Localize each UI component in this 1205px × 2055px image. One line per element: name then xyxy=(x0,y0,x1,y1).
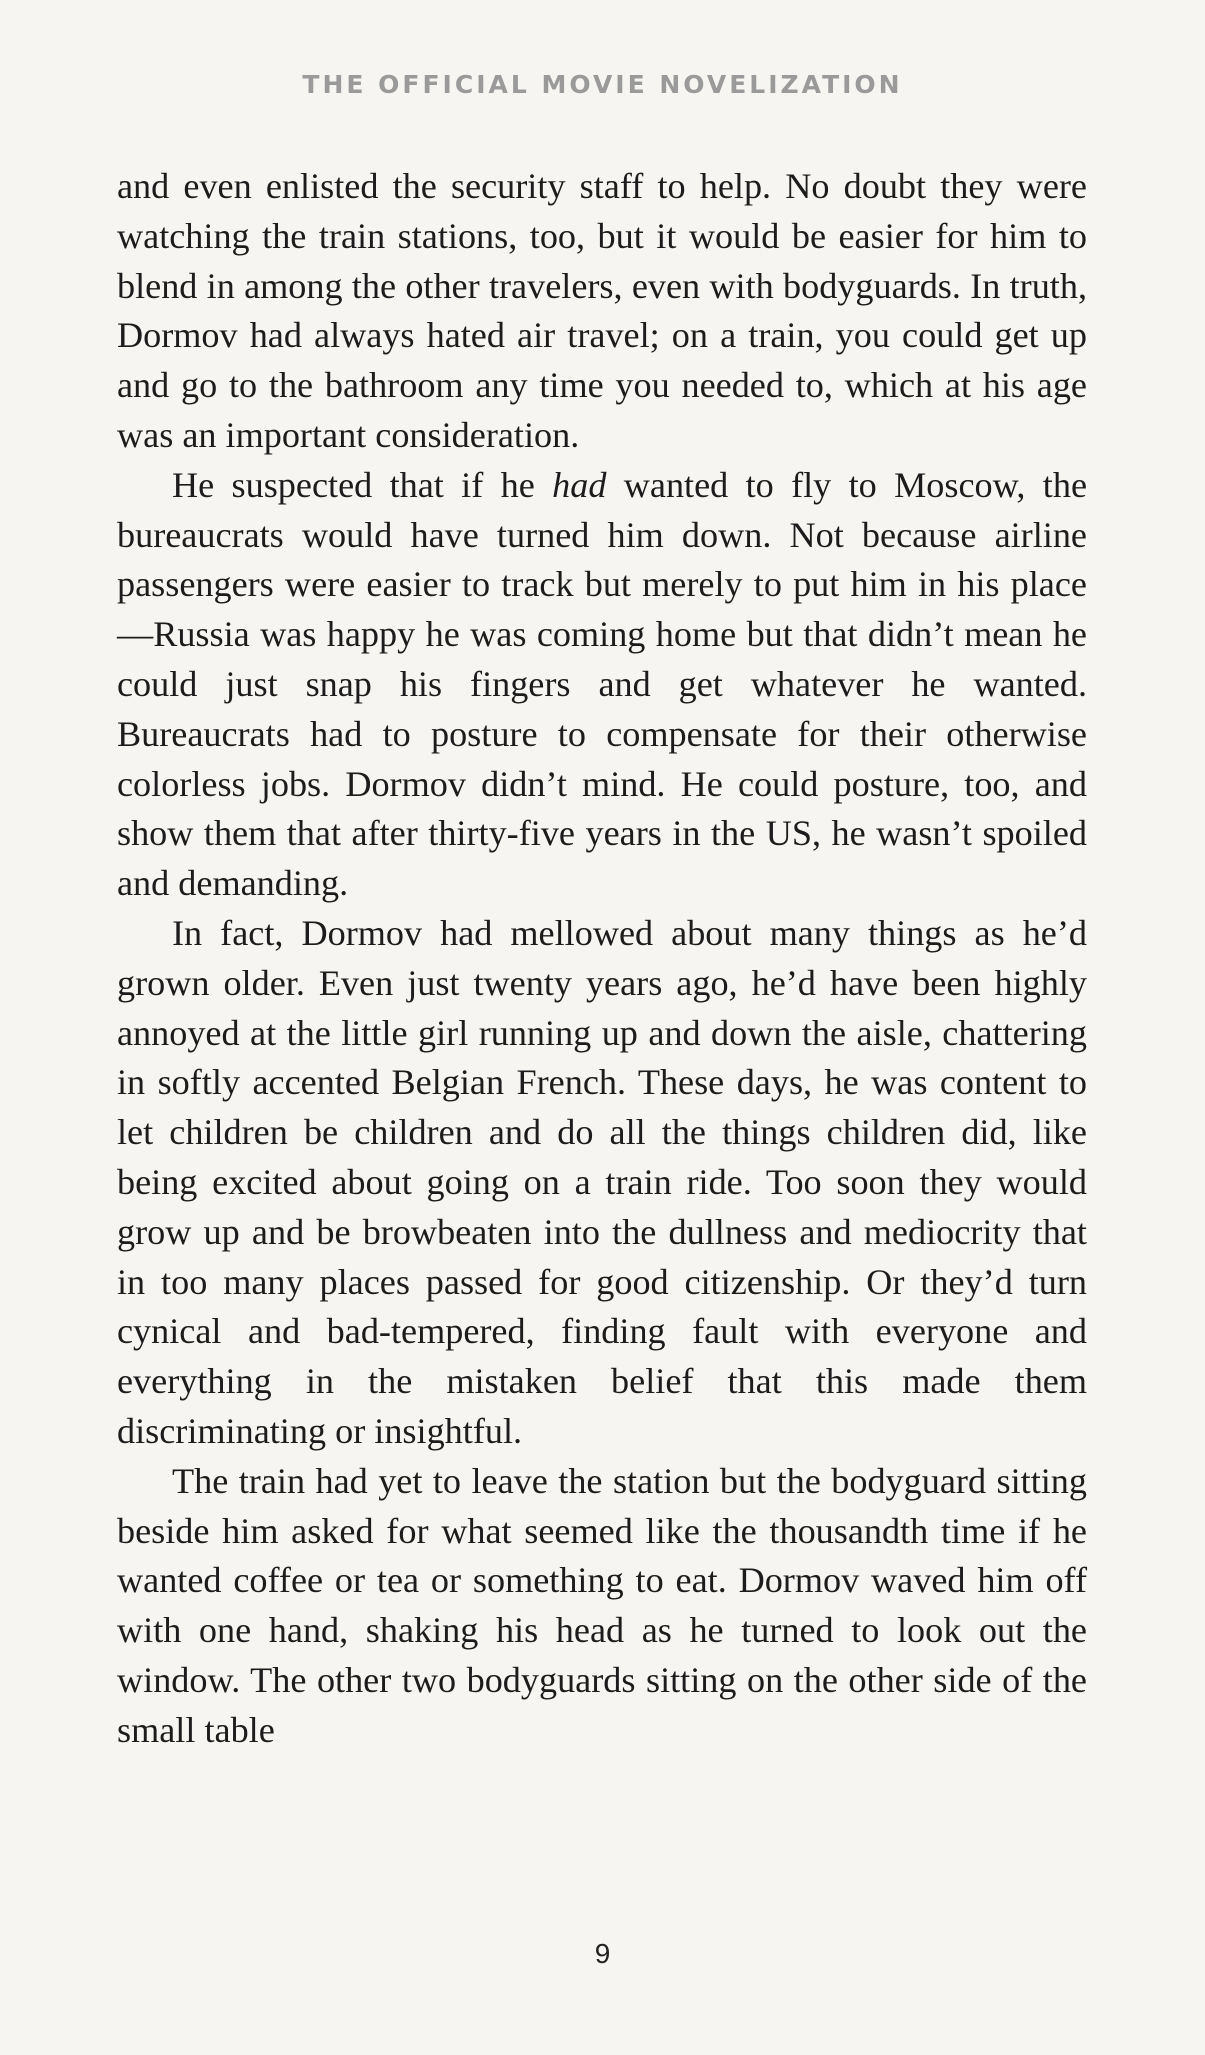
paragraph-2 xyxy=(117,461,1087,909)
emphasized-word: had xyxy=(552,464,607,505)
paragraph-3: In fact, Dormov had mellowed about many things as he’d grown older. Even just twenty years ago, he’d have been highly annoyed at the little girl running up and down the aisle, chattering in softly accented Belgian French. These days, he was content to let children be children and do all the things children did, like being excited about going on a train ride. Too soon they would grow up and be browbeaten into the dullness and mediocrity that in too many places passed for good citizenship. Or they’d turn cynical and bad-tempered, finding fault with everyone and everything in the mistaken belief that this made them discriminating or insightful. xyxy=(117,912,1087,1451)
paragraph-4: The train had yet to leave the station but the bodyguard sitting beside him asked for what seemed like the thousandth time if he wanted coffee or tea or something to eat. Dormov waved him off with one hand, shaking his head as he turned to look out the window. The other two bodyguards sitting on the other side of the small table xyxy=(117,1460,1087,1750)
page-number: 9 xyxy=(594,1938,611,1969)
running-head: THE OFFICIAL MOVIE NOVELIZATION xyxy=(302,70,903,99)
paragraph-2-part-a: He suspected that if he xyxy=(172,464,553,505)
paragraph-1: and even enlisted the security staff to help. No doubt they were watching the train stations, too, but it would be easier for him to blend in among the other travelers, even with bodyguards. In truth, Dormov had always hated air travel; on a train, you could get up and go to the bathroom any time you needed to, which at his age was an important consideration. xyxy=(117,166,1087,455)
body-text xyxy=(117,162,1087,1756)
paragraph-2-part-b: wanted to fly to Moscow, the bureaucrats would have turned him down. Not because airline passengers were easier to track but merely to put him in his place—Russia was happy he was coming home but that didn’t mean he could just snap his fingers and get whatever he wanted. Bureaucrats had to posture to compensate for their otherwise colorless jobs. Dormov didn’t mind. He could posture, too, and show them that after thirty-five years in the US, he wasn’t spoiled and demanding. xyxy=(117,464,1088,904)
